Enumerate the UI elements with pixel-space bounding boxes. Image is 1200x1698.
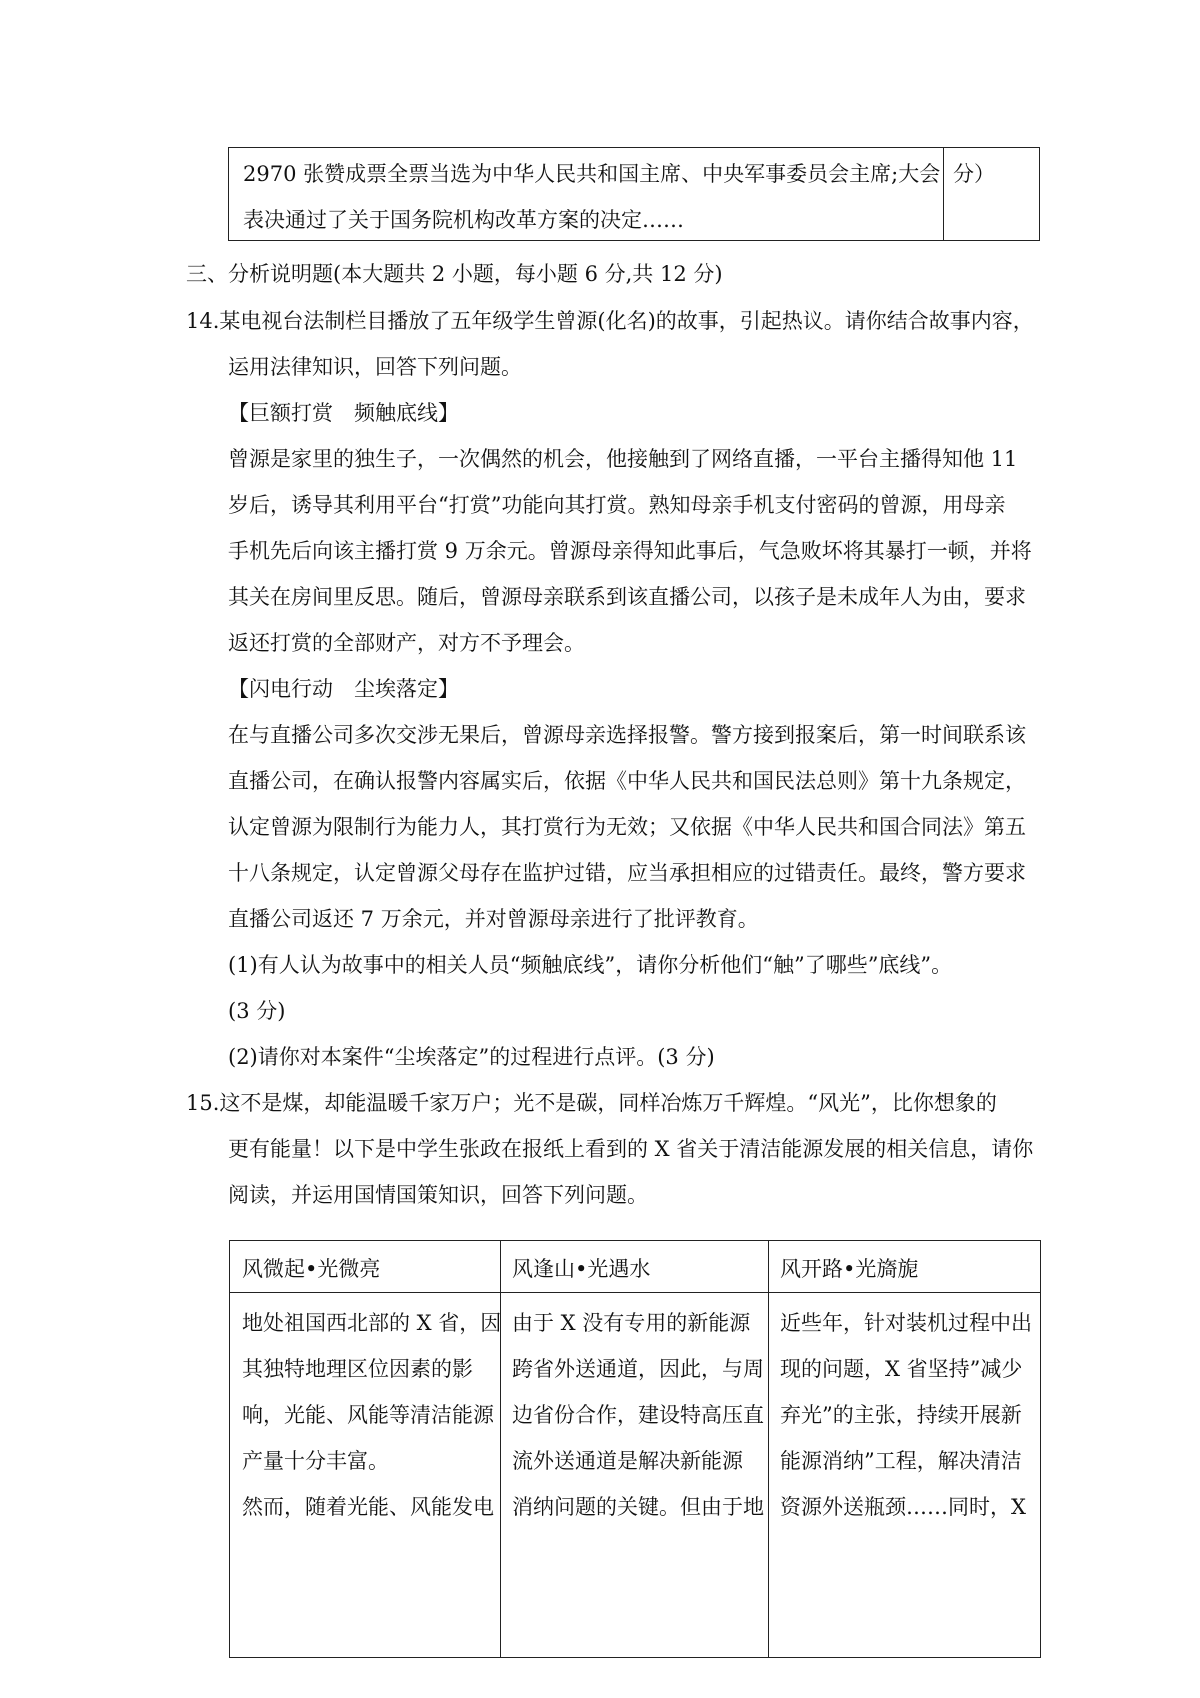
q14-sub1-line-5: 返还打赏的全部财产，对方不予理会。 (228, 631, 585, 655)
top-table-divider (943, 148, 944, 240)
table-col-divider-1 (500, 1241, 501, 1657)
q14-sub2-line-1: 在与直播公司多次交涉无果后，曾源母亲选择报警。警方接到报案后，第一时间联系该 (228, 723, 1026, 747)
top-table-line-2: 表决通过了关于国务院机构改革方案的决定…… (243, 208, 684, 232)
q15-line-1: 15.这不是煤，却能温暖千家万户；光不是碳，同样冶炼万千辉煌。“风光”，比你想象的 (186, 1091, 997, 1115)
table-cell-1-line-4: 产量十分丰富。 (242, 1449, 389, 1473)
q15-line-2: 更有能量！以下是中学生张政在报纸上看到的 X 省关于清洁能源发展的相关信息，请你 (228, 1137, 1034, 1161)
q14-sub1-title: 【巨额打赏 频触底线】 (228, 401, 459, 425)
table-cell-3-line-5: 资源外送瓶颈……同时，X (780, 1495, 1026, 1519)
q14-sub2-line-5: 直播公司返还 7 万余元，并对曾源母亲进行了批评教育。 (228, 907, 759, 931)
table-cell-3-line-3: 弃光”的主张，持续开展新 (780, 1403, 1022, 1427)
q14-sub1-line-4: 其关在房间里反思。随后，曾源母亲联系到该直播公司，以孩子是未成年人为由，要求 (228, 585, 1026, 609)
energy-info-table (229, 1240, 1041, 1658)
table-cell-3-line-1: 近些年，针对装机过程中出 (780, 1311, 1032, 1335)
q14-line-1: 14.某电视台法制栏目播放了五年级学生曾源(化名)的故事，引起热议。请你结合故事内容， (186, 309, 1034, 333)
q14-question-1-score: (3 分) (228, 999, 286, 1023)
table-col-divider-2 (768, 1241, 769, 1657)
q14-sub1-line-2: 岁后，诱导其利用平台“打赏”功能向其打赏。熟知母亲手机支付密码的曾源，用母亲 (228, 493, 1006, 517)
table-cell-3-line-2: 现的问题，X 省坚持”减少 (780, 1357, 1023, 1381)
q14-sub2-line-4: 十八条规定，认定曾源父母存在监护过错，应当承担相应的过错责任。最终，警方要求 (228, 861, 1026, 885)
top-table-line-1: 2970 张赞成票全票当选为中华人民共和国主席、中央军事委员会主席;大会 (243, 162, 941, 186)
table-cell-2-line-5: 消纳问题的关键。但由于地 (512, 1495, 764, 1519)
q14-question-2: (2)请你对本案件“尘埃落定”的过程进行点评。(3 分) (228, 1045, 715, 1069)
table-cell-1-line-2: 其独特地理区位因素的影 (242, 1357, 473, 1381)
q14-sub1-line-1: 曾源是家里的独生子，一次偶然的机会，他接触到了网络直播，一平台主播得知他 11 (228, 447, 1018, 471)
q14-sub2-line-2: 直播公司，在确认报警内容属实后，依据《中华人民共和国民法总则》第十九条规定， (228, 769, 1026, 793)
table-cell-2-line-1: 由于 X 没有专用的新能源 (512, 1311, 751, 1335)
table-cell-2-line-3: 边省份合作，建设特高压直 (512, 1403, 764, 1427)
q14-question-1: (1)有人认为故事中的相关人员“频触底线”，请你分析他们“触”了哪些”底线”。 (228, 953, 953, 977)
top-table-fragment (228, 147, 1040, 241)
q14-sub2-title: 【闪电行动 尘埃落定】 (228, 677, 459, 701)
section3-heading: 三、分析说明题(本大题共 2 小题，每小题 6 分,共 12 分) (186, 262, 723, 286)
table-cell-1-line-5: 然而，随着光能、风能发电 (242, 1495, 494, 1519)
table-cell-1-line-1: 地处祖国西北部的 X 省，因 (242, 1311, 502, 1335)
table-header-2: 风逢山•光遇水 (512, 1257, 651, 1281)
q14-line-2: 运用法律知识，回答下列问题。 (228, 355, 522, 379)
top-table-right-cell: 分） (953, 162, 995, 186)
table-cell-3-line-4: 能源消纳”工程，解决清洁 (780, 1449, 1022, 1473)
table-header-divider (230, 1292, 1040, 1293)
q14-sub1-line-3: 手机先后向该主播打赏 9 万余元。曾源母亲得知此事后，气急败坏将其暴打一顿，并将 (228, 539, 1032, 563)
q15-line-3: 阅读，并运用国情国策知识，回答下列问题。 (228, 1183, 648, 1207)
table-cell-2-line-2: 跨省外送通道，因此，与周 (512, 1357, 764, 1381)
table-cell-2-line-4: 流外送通道是解决新能源 (512, 1449, 743, 1473)
table-header-1: 风微起•光微亮 (242, 1257, 381, 1281)
table-header-3: 风开路•光旖旎 (780, 1257, 919, 1281)
q14-sub2-line-3: 认定曾源为限制行为能力人，其打赏行为无效；又依据《中华人民共和国合同法》第五 (228, 815, 1026, 839)
table-cell-1-line-3: 响，光能、风能等清洁能源 (242, 1403, 494, 1427)
